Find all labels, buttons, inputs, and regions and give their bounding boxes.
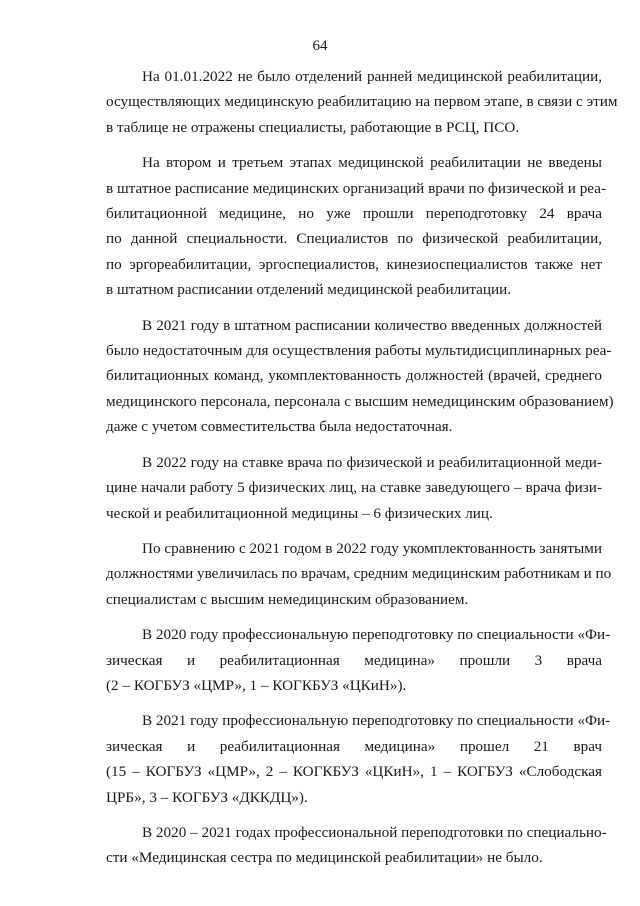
text-line: было недостаточным для осуществления работы мультидисциплинарных реа- <box>106 342 612 360</box>
paragraph <box>106 708 611 810</box>
text-line: цине начали работу 5 физических лиц, на ставке заведующего – врача физи- <box>106 479 602 497</box>
text-line: В 2020 году профессиональную переподготовку по специальности «Фи- <box>142 626 611 644</box>
text-line: В 2021 году в штатном расписании количество введенных должностей <box>142 316 602 334</box>
text-line: по эргореабилитации, эргоспециалистов, кинезиоспециалистов также нет <box>106 255 602 273</box>
paragraph <box>106 313 614 440</box>
text-line: в таблице не отражены специалисты, работающие в РСЦ, ПСО. <box>106 118 520 136</box>
paragraph <box>106 622 611 698</box>
paragraph <box>106 536 612 612</box>
text-line: даже с учетом совместительства была недостаточная. <box>106 418 453 436</box>
page-body <box>106 64 618 881</box>
paragraph <box>106 450 602 526</box>
text-line: (15 – КОГБУЗ «ЦМР», 2 – КОГКБУЗ «ЦКиН», 1 – КОГБУЗ «Слободская <box>106 763 602 781</box>
text-line: должностями увеличилась по врачам, средним медицинским работникам и по <box>106 565 612 583</box>
page-number: 64 <box>312 38 328 54</box>
text-line: ЦРБ», 3 – КОГБУЗ «ДККДЦ»). <box>106 788 308 806</box>
text-line: сти «Медицинская сестра по медицинской реабилитации» не было. <box>106 849 543 867</box>
text-line: В 2022 году на ставке врача по физической и реабилитационной меди- <box>142 453 602 471</box>
text-line: ческой и реабилитационной медицины – 6 физических лиц. <box>106 504 493 522</box>
text-line: осуществляющих медицинскую реабилитацию на первом этапе, в связи с этим <box>106 93 618 111</box>
text-line: билитационных команд, укомплектованность должностей (врачей, среднего <box>106 367 602 385</box>
text-line: в штатном расписании отделений медицинской реабилитации. <box>106 281 512 299</box>
text-line: билитационной медицине, но уже прошли переподготовку 24 врача <box>106 205 602 223</box>
text-line: по данной специальности. Специалистов по физической реабилитации, <box>106 230 602 248</box>
text-line: На втором и третьем этапах медицинской реабилитации не введены <box>142 154 602 172</box>
text-line: В 2020 – 2021 годах профессиональной переподготовки по специально- <box>142 823 607 841</box>
paragraph <box>106 150 607 302</box>
text-line: В 2021 году профессиональную переподготовку по специальности «Фи- <box>142 712 611 730</box>
text-line: специалистам с высшим немедицинским образованием. <box>106 590 469 608</box>
text-line: (2 – КОГБУЗ «ЦМР», 1 – КОГКБУЗ «ЦКиН»). <box>106 676 407 694</box>
text-line: зическая и реабилитационная медицина» прошел 21 врач <box>106 737 602 755</box>
text-line: На 01.01.2022 не было отделений ранней медицинской реабилитации, <box>142 68 602 85</box>
paragraph <box>106 64 618 140</box>
text-line: медицинского персонала, персонала с высшим немедицинским образованием) <box>106 392 614 410</box>
text-line: зическая и реабилитационная медицина» прошли 3 врача <box>106 651 602 669</box>
text-line: По сравнению с 2021 годом в 2022 году укомплектованность занятыми <box>142 539 602 557</box>
text-line: в штатное расписание медицинских организаций врачи по физической и реа- <box>106 179 607 197</box>
paragraph <box>106 820 607 871</box>
